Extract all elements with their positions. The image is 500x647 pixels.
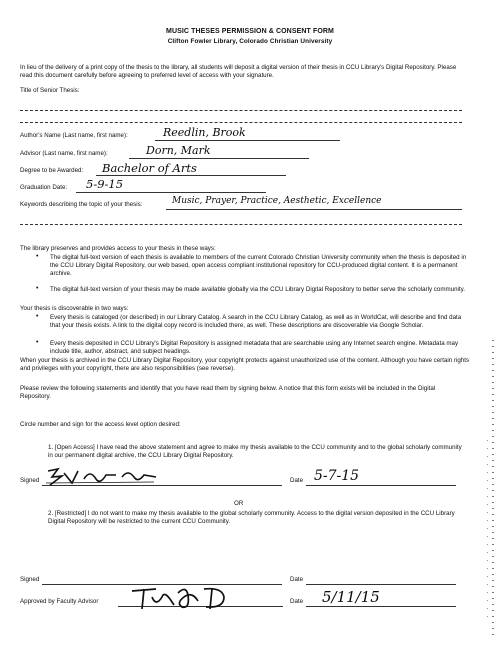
discover-intro: Your thesis is discoverable in two ways: (20, 305, 129, 312)
bullet-icon: • (36, 339, 39, 346)
option-2-signed-label: Signed (20, 576, 40, 583)
review-paragraph: Please review the following statements and identify that you have read them by signing below. A notice that this form exists will be included in the Digital Repository. (20, 385, 436, 401)
circle-instruction: Circle number and sign for the access level option desired: (20, 421, 181, 428)
option-1-date-handwritten: 5-7-15 (314, 468, 360, 484)
author-line (155, 140, 340, 141)
advisor-line (129, 158, 309, 159)
graduation-handwritten: 5-9-15 (86, 177, 124, 191)
keywords-line-2 (20, 224, 462, 225)
discover-bullet-1: Every thesis is cataloged (or described) in our Library Catalog. A search in the CCU Library Catalog, as well as in WorldCat, will describe and find data that your thesis exists. A link to the digital copy record is included there, as well. These descriptions are discoverable via Google Scholar. (50, 314, 462, 330)
author-label: Author's Name (Last name, first name): (20, 132, 128, 139)
option-1-signed-label: Signed (20, 477, 40, 484)
keywords-handwritten: Music, Prayer, Practice, Aesthetic, Excellence (172, 196, 382, 206)
advisor-handwritten: Dorn, Mark (146, 144, 211, 157)
option-2-date-line[interactable] (306, 584, 456, 585)
option-1-date-line[interactable] (306, 485, 456, 486)
author-handwritten: Reedlin, Brook (163, 126, 246, 139)
access-bullet-1: The digital full-text version of each thesis is available to members of the current Colorado Christian University community when the thesis is deposited in the CCU Library Digital Repository, our web based, open access compliant institutional repository for CCU-produced digital content. It is a permanent archive. (50, 254, 467, 278)
form-title: MUSIC THESES PERMISSION & CONSENT FORM (166, 28, 334, 35)
option-1-signature (44, 465, 164, 489)
or-divider: OR (234, 500, 244, 507)
copyright-paragraph: When your thesis is archived in the CCU Library Digital Repository, your copyright protects against unauthorized use of the content. Although you have certain rights and privileges with your copyright, there are also responsibilities (see reverse). (20, 357, 470, 373)
option-2-date-label: Date (290, 576, 304, 583)
advisor-approval-label: Approved by Faculty Advisor (20, 598, 99, 605)
scan-edge-marks (492, 340, 494, 640)
keywords-line (166, 209, 462, 210)
form-subtitle: Clifton Fowler Library, Colorado Christian University (167, 38, 333, 45)
graduation-line (76, 192, 266, 193)
scan-edge-marks-2 (487, 440, 488, 620)
thesis-title-line-2 (20, 122, 462, 123)
access-intro: The library preserves and provides access to your thesis in these ways: (20, 245, 216, 252)
keywords-label: Keywords describing the topic of your thesis: (20, 201, 143, 208)
bullet-icon: • (36, 253, 39, 260)
advisor-label: Advisor (Last name, first name): (20, 150, 108, 157)
degree-line (96, 175, 286, 176)
degree-label: Degree to be Awarded: (20, 167, 84, 174)
advisor-date-label: Date (290, 598, 304, 605)
option-1-date-label: Date (290, 477, 304, 484)
advisor-signature (126, 583, 246, 613)
bullet-icon: • (36, 313, 39, 320)
advisor-date-handwritten: 5/11/15 (322, 588, 380, 606)
option-2-text: 2. [Restricted] I do not want to make my thesis available to the global scholarly community. Access to the digital version deposited in the CCU Library Digital Repository will be restricted to the current CCU Community. (48, 510, 455, 526)
option-1-text: 1. [Open Access] I have read the above statement and agree to make my thesis available to the CCU community and to the global scholarly community in our permanent digital archive, the CCU Library Digital Repository. (48, 444, 462, 460)
access-bullet-2: The digital full-text version of your thesis may be made available globally via the CCU Library Digital Repository to better serve the scholarly community. (50, 286, 465, 293)
degree-handwritten: Bachelor of Arts (102, 161, 197, 175)
advisor-date-line[interactable] (306, 606, 456, 607)
graduation-label: Graduation Date: (20, 184, 68, 191)
thesis-title-line-1 (20, 110, 462, 111)
thesis-title-label: Title of Senior Thesis: (20, 87, 80, 94)
discover-bullet-2: Every thesis deposited in CCU Library's Digital Repository is assigned metadata that are searchable using any Internet search engine. Metadata may include title, author, abstract, and subject headings. (50, 340, 459, 356)
bullet-icon: • (36, 285, 39, 292)
intro-paragraph: In lieu of the delivery of a print copy of the thesis to the library, all students will deposit a digital version of their thesis in CCU Library's Digital Repository. Please read this document carefully before agreeing to preferred level of access with your signature. (20, 64, 457, 80)
